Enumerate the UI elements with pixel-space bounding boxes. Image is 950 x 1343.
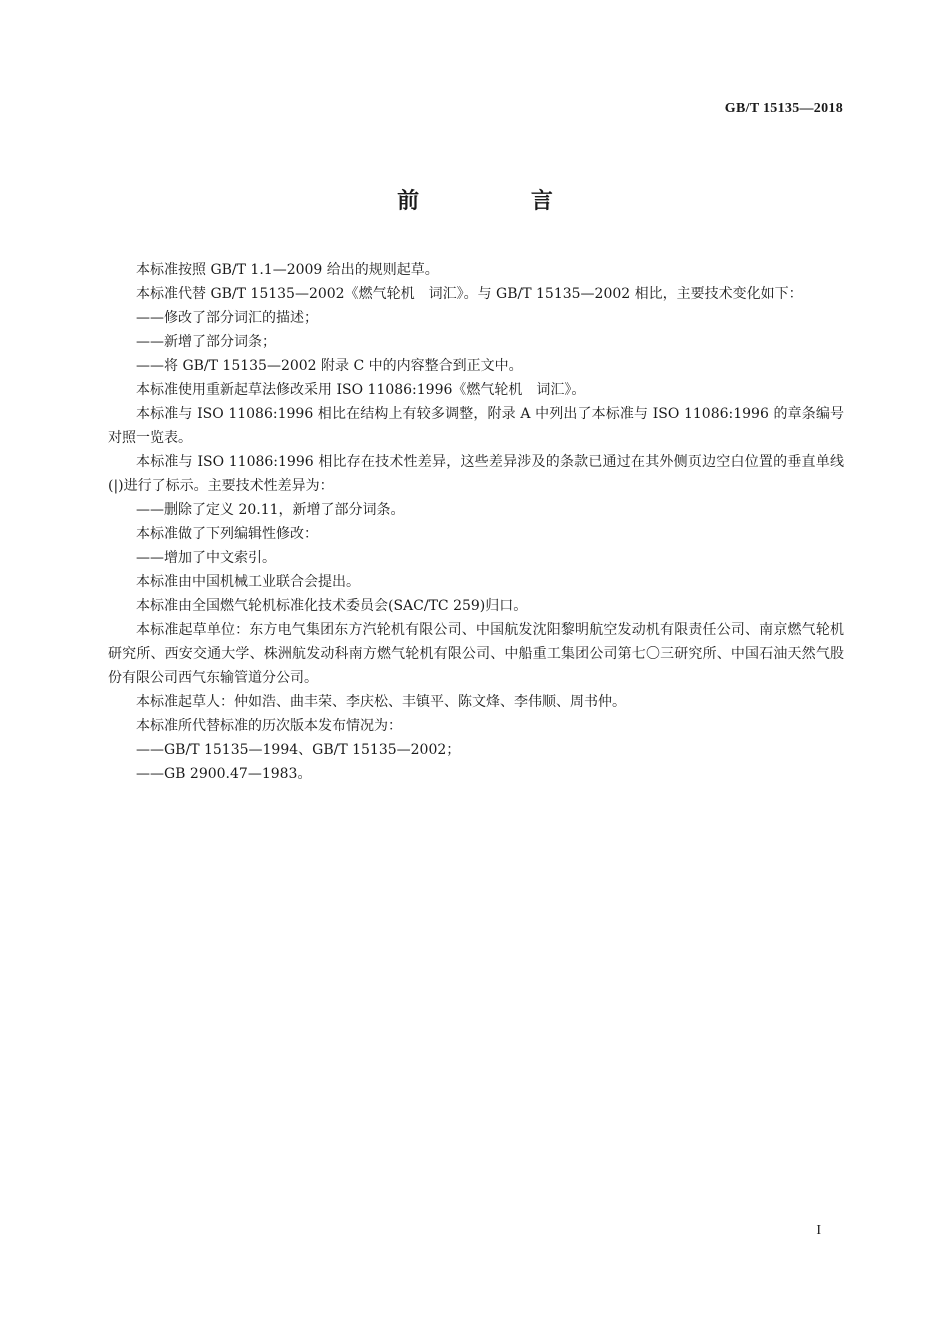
- list-item: ——新增了部分词条；: [136, 334, 276, 350]
- paragraph: 本标准代替 GB/T 15135—2002《燃气轮机 词汇》。与 GB/T 15135—2002 相比，主要技术变化如下：: [136, 286, 803, 302]
- paragraph: 本标准所代替标准的历次版本发布情况为：: [136, 718, 402, 734]
- page-title: 前 言: [397, 189, 605, 214]
- list-item: ——删除了定义 20.11，新增了部分词条。: [136, 502, 405, 518]
- page-number: I: [816, 1223, 821, 1238]
- paragraph: 本标准做了下列编辑性修改：: [136, 526, 318, 542]
- paragraph: 本标准按照 GB/T 1.1—2009 给出的规则起草。: [136, 262, 439, 278]
- paragraph: 本标准与 ISO 11086:1996 相比存在技术性差异，这些差异涉及的条款已通过在其外侧页边空白位置的垂直单线(|)进行了标示。主要技术性差异为：: [108, 454, 844, 494]
- list-item: ——增加了中文索引。: [136, 550, 276, 566]
- paragraph: 本标准与 ISO 11086:1996 相比在结构上有较多调整，附录 A 中列出了本标准与 ISO 11086:1996 的章条编号对照一览表。: [108, 406, 844, 446]
- paragraph: 本标准由中国机械工业联合会提出。: [136, 574, 360, 590]
- list-item: ——GB 2900.47—1983。: [136, 766, 312, 782]
- paragraph: 本标准起草单位：东方电气集团东方汽轮机有限公司、中国航发沈阳黎明航空发动机有限责任公司、南京燃气轮机研究所、西安交通大学、株洲航发动科南方燃气轮机有限公司、中船重工集团公司第七〇三研究所、中国石油天然气股份有限公司西气东输管道分公司。: [108, 622, 844, 686]
- list-item: ——将 GB/T 15135—2002 附录 C 中的内容整合到正文中。: [136, 358, 523, 374]
- list-item: ——GB/T 15135—1994、GB/T 15135—2002；: [136, 742, 461, 758]
- paragraph: 本标准由全国燃气轮机标准化技术委员会(SAC/TC 259)归口。: [136, 598, 528, 614]
- list-item: ——修改了部分词汇的描述；: [136, 310, 318, 326]
- standard-code: GB/T 15135—2018: [724, 101, 843, 116]
- paragraph: 本标准使用重新起草法修改采用 ISO 11086:1996《燃气轮机 词汇》。: [136, 382, 586, 398]
- foreword-body: [108, 258, 844, 786]
- paragraph: 本标准起草人：仲如浩、曲丰荣、李庆松、丰镇平、陈文烽、李伟顺、周书仲。: [136, 694, 626, 710]
